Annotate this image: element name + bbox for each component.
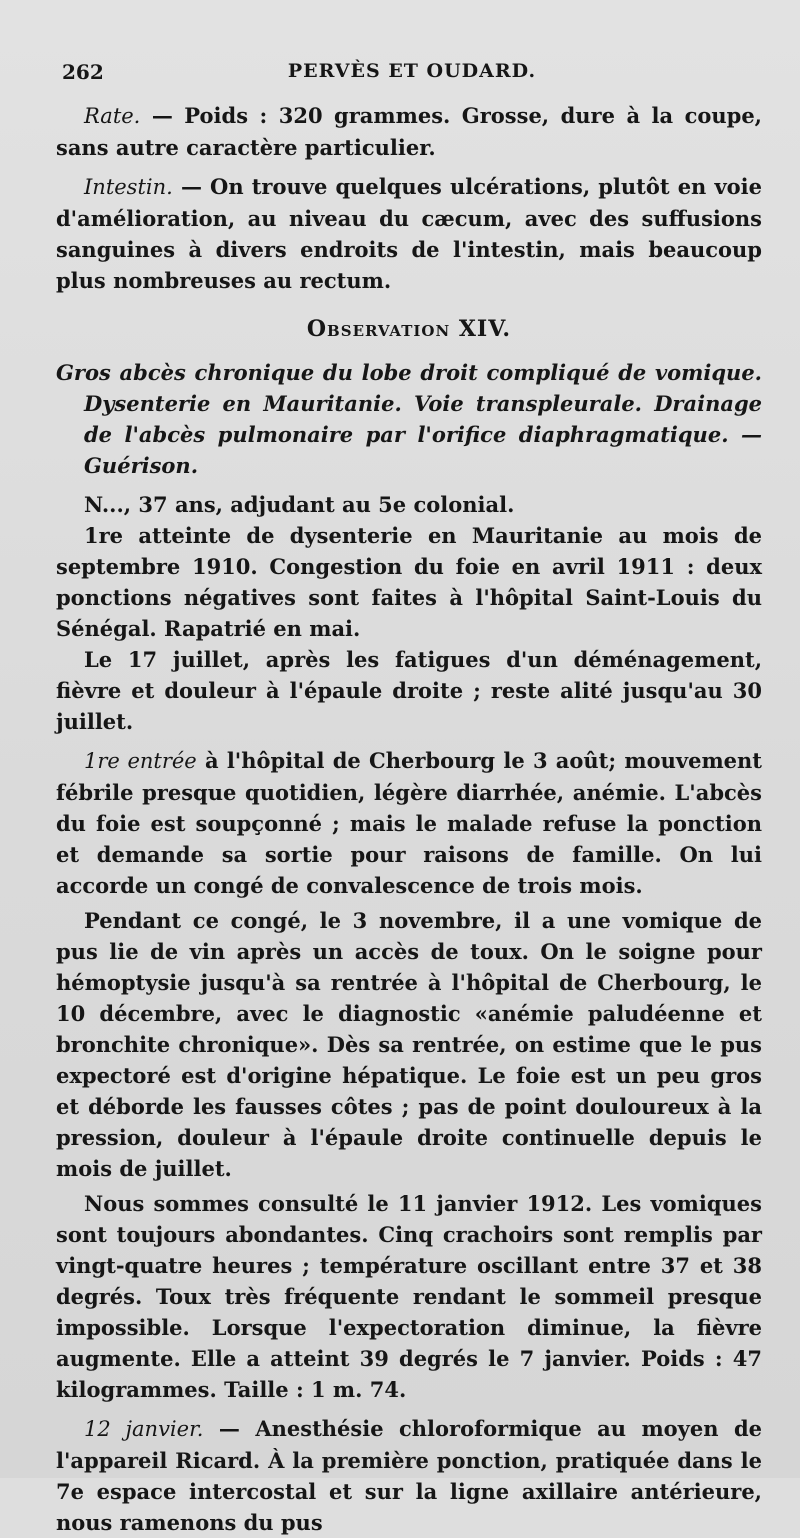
paragraph-lead: Rate. [84,104,141,128]
paragraph-text: Nous sommes consulté le 11 janvier 1912. Les vomiques sont toujours abondantes. Cinq crachoirs sont remplis par vingt-quatre heures ; température oscillant entre 37 et 38 degrés. Toux très fréquente rendant le sommeil presque impossible. Lorsque l'expectoration diminue, la fièvre augmente. Elle a atteint 39 degrés le 7 janvier. Poids : 47 kilogrammes. Taille : 1 m. 74. [56,1191,762,1402]
paragraph-text: — Anesthésie chloroformique au moyen de l'appareil Ricard. À la première ponction, pratiquée dans le 7e espace intercostal et sur la ligne axillaire antérieure, nous ramenons du pus [56,1416,762,1535]
case-paragraph [56,1188,762,1405]
page-header [62,60,762,94]
case-paragraph [56,1413,762,1538]
paragraph-intestin [56,171,762,296]
observation-summary: Gros abcès chronique du lobe droit compliqué de vomique. Dysenterie en Mauritanie. Voie transpleurale. Drainage de l'abcès pulmonaire par l'orifice diaphragmatique. — Guérison. [56,360,762,478]
paragraph-lead: Intestin. [84,175,173,199]
case-paragraph [56,745,762,901]
paragraph-text: — Poids : 320 grammes. Grosse, dure à la coupe, sans autre caractère particulier. [56,103,762,160]
page-number: 262 [62,60,104,84]
paragraph-rate [56,100,762,163]
paragraph-text: — On trouve quelques ulcérations, plutôt en voie d'amélioration, au niveau du cæcum, avec des suffusions sanguines à divers endroits de l'intestin, mais beaucoup plus nombreuses au rectum. [56,174,762,293]
running-head: PERVÈS ET OUDARD. [287,60,537,82]
paragraph-text: Pendant ce congé, le 3 novembre, il a une vomique de pus lie de vin après un accès de toux. On le soigne pour hémoptysie jusqu'à sa rentrée à l'hôpital de Cherbourg, le 10 décembre, avec le diagnostic «anémie paludéenne et bronchite chronique». Dès sa rentrée, on estime que le pus expectoré est d'origine hépatique. Le foie est un peu gros et déborde les fausses côtes ; pas de point douloureux à la pression, douleur à l'épaule droite continuelle depuis le mois de juillet. [56,908,762,1181]
paragraph-lead: 12 janvier. [84,1417,204,1441]
case-paragraph [56,520,762,644]
case-paragraph [56,644,762,737]
observation-title: Observation XIV. [306,316,512,342]
paragraph-text: N..., 37 ans, adjudant au 5e colonial. [84,492,515,517]
case-paragraph [56,489,762,520]
case-paragraph [56,905,762,1184]
paragraph-text: Le 17 juillet, après les fatigues d'un déménagement, fièvre et douleur à l'épaule droite ; reste alité jusqu'au 30 juillet. [56,647,762,734]
paragraph-text: 1re atteinte de dysenterie en Mauritanie au mois de septembre 1910. Congestion du foie en avril 1911 : deux ponctions négatives sont faites à l'hôpital Saint-Louis du Sénégal. Rapatrié en mai. [56,523,762,641]
paragraph-text: à l'hôpital de Cherbourg le 3 août; mouvement fébrile presque quotidien, légère diarrhée, anémie. L'abcès du foie est soupçonné ; mais le malade refuse la ponction et demande sa sortie pour raisons de famille. On lui accorde un congé de convalescence de trois mois. [56,748,762,898]
page-body [56,100,762,1538]
paragraph-lead: 1re entrée [84,749,197,773]
